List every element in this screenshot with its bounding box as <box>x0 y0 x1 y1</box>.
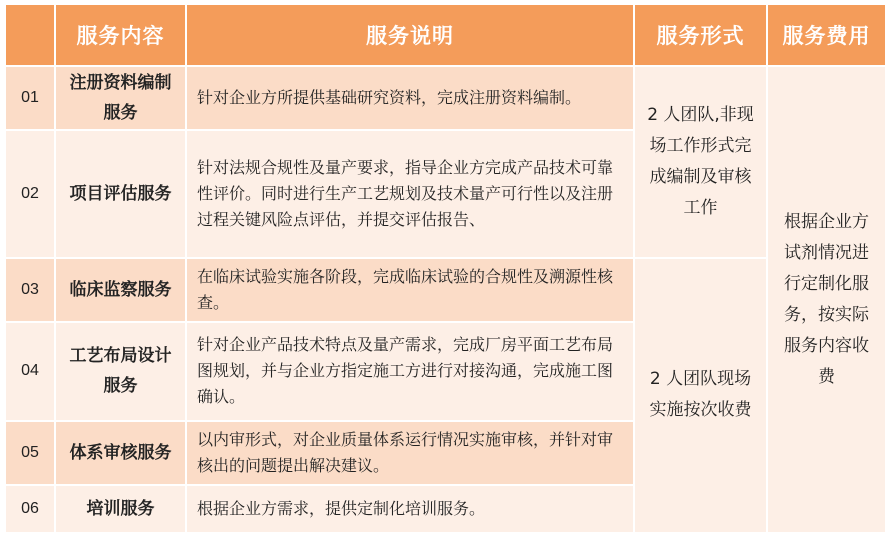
service-name: 体系审核服务 <box>56 422 185 484</box>
header-service-description: 服务说明 <box>187 5 633 65</box>
header-service-form: 服务形式 <box>635 5 766 65</box>
row-number: 03 <box>6 259 54 321</box>
service-name: 注册资料编制服务 <box>56 67 185 129</box>
row-number: 04 <box>6 323 54 419</box>
service-form-offsite: 2 人团队,非现场工作形式完成编制及审核工作 <box>635 67 766 257</box>
service-description: 以内审形式，对企业质量体系运行情况实施审核，并针对审核出的问题提出解决建议。 <box>187 422 633 484</box>
service-fee: 根据企业方试剂情况进行定制化服务，按实际服务内容收费 <box>768 67 885 532</box>
service-description: 针对企业方所提供基础研究资料，完成注册资料编制。 <box>187 67 633 129</box>
service-name: 工艺布局设计服务 <box>56 323 185 419</box>
table-row <box>6 259 885 321</box>
service-name: 项目评估服务 <box>56 131 185 257</box>
row-number: 02 <box>6 131 54 257</box>
service-form-onsite: 2 人团队现场实施按次收费 <box>635 259 766 532</box>
row-number: 05 <box>6 422 54 484</box>
service-description: 根据企业方需求，提供定制化培训服务。 <box>187 486 633 532</box>
header-row <box>6 5 885 65</box>
header-number <box>6 5 54 65</box>
table-row <box>6 67 885 129</box>
service-table <box>4 3 886 534</box>
service-description: 在临床试验实施各阶段，完成临床试验的合规性及溯源性核查。 <box>187 259 633 321</box>
service-description: 针对企业产品技术特点及量产需求，完成厂房平面工艺布局图规划，并与企业方指定施工方进行对接沟通，完成施工图确认。 <box>187 323 633 419</box>
service-name: 临床监察服务 <box>56 259 185 321</box>
service-description: 针对法规合规性及量产要求，指导企业方完成产品技术可靠性评价。同时进行生产工艺规划及技术量产可行性以及注册过程关键风险点评估，并提交评估报告、 <box>187 131 633 257</box>
header-service-content: 服务内容 <box>56 5 185 65</box>
service-name: 培训服务 <box>56 486 185 532</box>
row-number: 01 <box>6 67 54 129</box>
row-number: 06 <box>6 486 54 532</box>
service-table-container <box>4 3 883 534</box>
header-service-fee: 服务费用 <box>768 5 885 65</box>
